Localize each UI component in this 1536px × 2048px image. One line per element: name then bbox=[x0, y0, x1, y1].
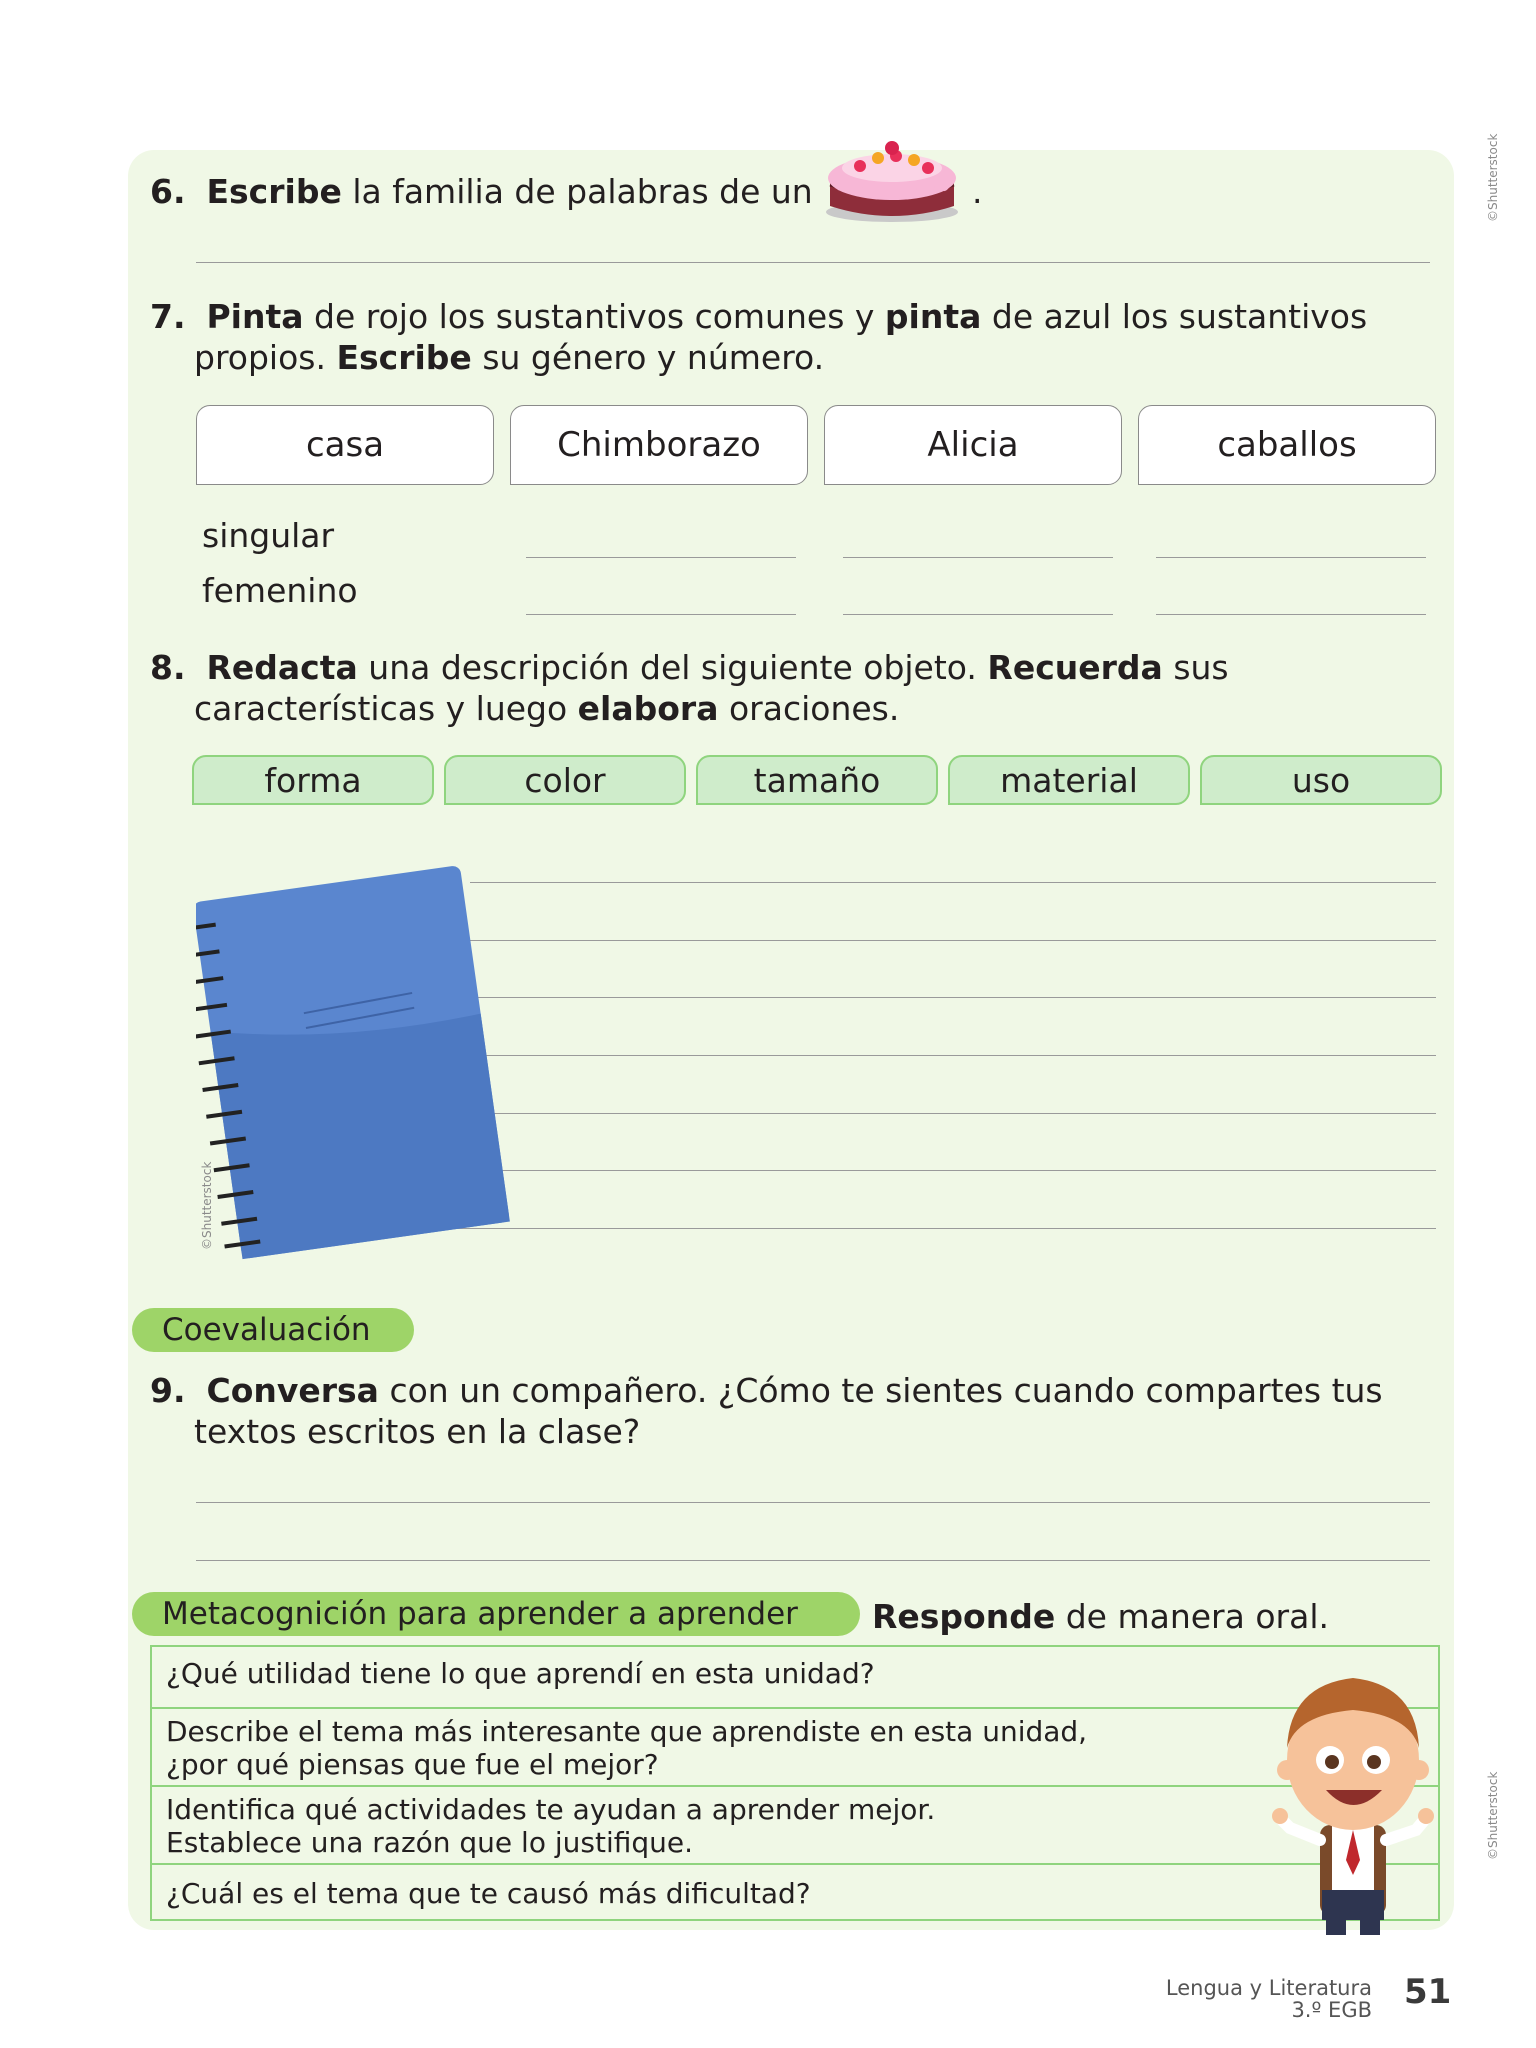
tag-forma: forma bbox=[192, 755, 434, 805]
answer-line[interactable] bbox=[1156, 614, 1426, 615]
answer-line[interactable] bbox=[196, 1502, 1430, 1503]
footer-subject: Lengua y Literatura bbox=[1165, 1976, 1372, 2000]
boy-illustration-icon bbox=[1270, 1660, 1440, 1940]
tag-color: color bbox=[444, 755, 686, 805]
answer-line[interactable] bbox=[196, 262, 1430, 263]
footer-grade: 3.º EGB bbox=[1291, 1998, 1372, 2022]
table-row: ¿Qué utilidad tiene lo que aprendí en esta unidad? bbox=[166, 1657, 875, 1690]
question-8-line2: características y luego elabora oraciones. bbox=[194, 689, 900, 728]
answer-line[interactable] bbox=[196, 1560, 1430, 1561]
row-label-singular: singular bbox=[202, 516, 335, 555]
meta-instruction: Responde de manera oral. bbox=[872, 1597, 1329, 1636]
word-box-casa[interactable]: casa bbox=[196, 405, 494, 485]
question-9: 9. Conversa con un compañero. ¿Cómo te sientes cuando compartes tus bbox=[150, 1371, 1383, 1410]
answer-line[interactable] bbox=[430, 1228, 1436, 1229]
q6-period: . bbox=[972, 172, 983, 211]
tag-uso: uso bbox=[1200, 755, 1442, 805]
table-row: ¿Cuál es el tema que te causó más dificultad? bbox=[152, 1863, 1438, 1921]
tag-tamano: tamaño bbox=[696, 755, 938, 805]
question-7-line2: propios. Escribe su género y número. bbox=[194, 338, 825, 377]
credit-bottom: ©Shutterstock bbox=[1486, 1771, 1500, 1860]
answer-line[interactable] bbox=[470, 882, 1436, 883]
credit-notebook: ©Shutterstock bbox=[200, 1161, 214, 1250]
cake-icon bbox=[820, 130, 970, 230]
metacognicion-label: Metacognición para aprender a aprender bbox=[132, 1592, 860, 1636]
table-row: Describe el tema más interesante que aprendiste en esta unidad, ¿por qué piensas que fue el mejor? bbox=[152, 1707, 1438, 1785]
row-label-femenino: femenino bbox=[202, 571, 358, 610]
credit-top: ©Shutterstock bbox=[1486, 133, 1500, 222]
question-6: 6. Escribe la familia de palabras de un bbox=[150, 172, 813, 211]
question-7: 7. Pinta de rojo los sustantivos comunes y pinta de azul los sustantivos bbox=[150, 297, 1368, 336]
word-box-chimborazo[interactable]: Chimborazo bbox=[510, 405, 808, 485]
word-box-caballos[interactable]: caballos bbox=[1138, 405, 1436, 485]
word-box-alicia[interactable]: Alicia bbox=[824, 405, 1122, 485]
metacognition-table bbox=[150, 1645, 1440, 1921]
answer-line[interactable] bbox=[470, 940, 1436, 941]
coevaluacion-label: Coevaluación bbox=[132, 1308, 414, 1352]
answer-line[interactable] bbox=[470, 1113, 1436, 1114]
answer-line[interactable] bbox=[470, 1170, 1436, 1171]
answer-line[interactable] bbox=[843, 614, 1113, 615]
question-9-line2: textos escritos en la clase? bbox=[194, 1412, 641, 1451]
answer-line[interactable] bbox=[526, 557, 796, 558]
table-row: Identifica qué actividades te ayudan a aprender mejor. Establece una razón que lo justifique. bbox=[152, 1785, 1438, 1863]
page-number: 51 bbox=[1404, 1972, 1452, 2012]
answer-line[interactable] bbox=[1156, 557, 1426, 558]
answer-line[interactable] bbox=[470, 1055, 1436, 1056]
answer-line[interactable] bbox=[843, 557, 1113, 558]
answer-line[interactable] bbox=[526, 614, 796, 615]
notebook-icon bbox=[196, 850, 536, 1270]
answer-line[interactable] bbox=[470, 997, 1436, 998]
question-8: 8. Redacta una descripción del siguiente objeto. Recuerda sus bbox=[150, 648, 1229, 687]
tag-material: material bbox=[948, 755, 1190, 805]
